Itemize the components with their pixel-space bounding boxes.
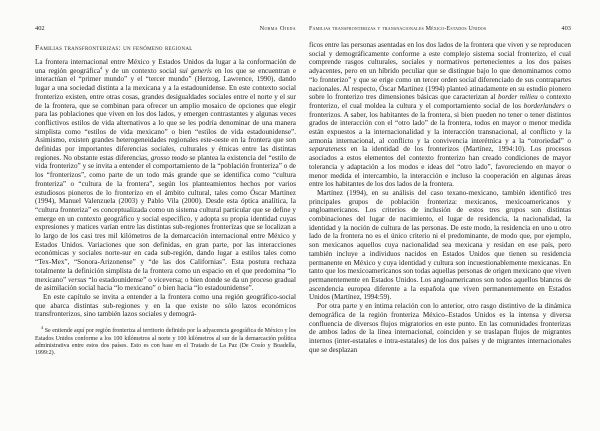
section-heading: Familias transfronterizas: un fenómeno regional (35, 43, 193, 52)
right-page-number: 403 (561, 25, 571, 32)
body-paragraph: La frontera internacional entre México y Estados Unidos da lugar a la conformación de una región geográfica$^4$ y de un contexto social sui generis en los que se encuentran e interactúan el “primer mundo” y el “tercer mundo” (Herzog, Lawrence, 1990), dando lugar a una sociedad distinta a la mexicana y a la estadounidense. En este contexto social fronterizo existen, entre otras cosas, grandes desigualdades sociales entre el norte y el sur de la frontera, que se combinan para ofrecer un amplio mosaico de opciones que elegir para las poblaciones que viven en los dos lados, y emergen contrastantes y algunas veces conflictivos estilos de vida alternativos a lo que se les podría denominar de una manera simplista como “estilos de vida mexicano” o bien “estilos de vida estadounidense”. Asimismo, existen grandes heterogeneidades regionales este-oeste en la frontera que son definidas por importantes diferencias sociales, culturales y étnicas entre las distintas regiones. No obstante estas diferencias, grosso modo se plantea la existencia del “estilo de vida fronterizo” y se invita a entender el comportamiento de la “población fronteriza” o de los “fronterizos”, como parte de un todo más grande que se identifica como “cultura fronteriza” o “cultura de la frontera”, según los planteamientos hechos por varios estudiosos pioneros de lo fronterizo en el ámbito cultural, tales como Óscar Martínez (1994), Manuel Valenzuela (2003) y Pablo Vila (2000). Desde esta óptica analítica, la “cultura fronteriza” es conceptualizada como un sistema cultural particular que se define y emerge en un contexto geográfico y social específico, y adopta su propia identidad cuyas expresiones y matices varían entre las distintas sub-regiones fronterizas que se localizan a lo largo de los casi tres mil kilómetros de la demarcación internacional entre México y Estados Unidos. Variaciones que son definidas, en gran parte, por las interacciones económicas y sociales norte-sur en cada sub-región, dando lugar a estilos tales como “Tex-Mex”, “Sonora-Arizonense” y “de las dos Californias”. Esta postura rechaza totalmente la definición simplista de la frontera como un espacio en el que predomina “lo mexicano” versus “lo estadounidense” o viceversa; o bien donde se da un proceso gradual de asimilación social hacia “lo mexicano” o bien hacia “lo estadounidense”. (35, 58, 296, 293)
right-text-column (309, 41, 571, 354)
body-paragraph: En este capítulo se invita a entender a la frontera como una región geográfico-social que abarca distintas sub-regiones y en la que existe no sólo lazos económicos transfronterizos, sino también lazos sociales y demográ- (35, 292, 296, 319)
body-paragraph: ficos entre las personas asentadas en los dos lados de la frontera que viven y se reproducen social y demográficamente conforme a este complejo sistema social fronterizo, el cual comprende rasgos culturales, sociales y normativos pertenecientes a los dos países adyacentes, pero en un híbrido peculiar que se distingue bajo lo que denominamos como “lo fronterizo” y que se erige como un tercer orden social diferenciado de sus contrapartes nacionales. Al respecto, Óscar Martínez (1994) planteó atinadamente en su estudio pionero sobre lo fronterizo tres dimensiones básicas que caracterizan al border milieu o contexto fronterizo, el cual moldea la cultura y el comportamiento social de los borderlanders o fronterizos. A saber, los habitantes de la frontera, si bien pueden no tener o tener distintos grados de interacción con el “otro lado” de la frontera, todos en mayor o menor medida están expuestos a la internacionalidad y la interacción transnacional, al conflicto y la armonía internacional, al conflicto y la convivencia interétnica y a la “otroriedad” o separateness en la identidad de los fronterizos (Martínez, 1994:10). Los procesos asociados a estos elementos del contexto fronterizo han creado condiciones de mayor tolerancia y adaptación a los modos e ideas del “otro lado”, favoreciendo en mayor o menor medida el intercambio, la interacción e incluso la cooperación en algunas áreas entre los habitantes de los dos lados de la frontera. (309, 41, 572, 189)
right-page (309, 25, 571, 354)
footnote-marker: 4 (41, 325, 44, 331)
left-text-column (35, 58, 296, 319)
footnote-text: Se entiende aquí por región fronteriza al territorio definido por la adyacencia geográfica de México y los Estados Unidos conforme a los 100 kilómetros al norte y 100 kilómetros al sur de la demarcación política administrativa entre estos dos países. Esto es con base en el Tratado de La Paz (De Cosío y Boadella, 1999:2). (35, 328, 296, 357)
left-page-number: 402 (35, 25, 45, 32)
right-running-head: Familias transfronterizas y transnacionales México-Estados Unidos (309, 26, 487, 32)
body-paragraph: Martínez (1994), en su análisis del caso texano-mexicano, también identificó tres principales grupos de población fronteriza: mexicanos, mexicoamericanos y angloamericanos. Los criterios de inclusión de estos tres grupos son distintas combinaciones del lugar de nacimiento, el lugar de residencia, la nacionalidad, la identidad y la noción de cultura de las personas. De este modo, la residencia en uno u otro lado de la frontera no es el único criterio ni el predominante, de modo que, por ejemplo, son mexicanos aquellos cuya nacionalidad sea mexicana y residan en ese país, pero también incluye a individuos nacidos en Estados Unidos que tienen su residencia permanente en México y cuya identidad y cultura son incuestionablemente mexicanas. En tanto que los mexicoamericanos son todas aquellas personas de origen mexicano que viven permanentemente en Estados Unidos. Los angloamericanos son todos aquellos blancos de ascendencia europea diferente a la española que viven permanentemente en Estados Unidos (Martínez, 1994:59). (309, 188, 571, 302)
left-running-head: Norma Ojeda (259, 25, 296, 32)
right-page-header (309, 25, 571, 33)
footnote (35, 325, 296, 358)
body-paragraph: Por otra parte y en íntima relación con lo anterior, otro rasgo distintivo de la dinámica demográfica de la región fronteriza México–Estados Unidos es la intensa y diversa confluencia de diversos flujos migratorios en este punto. En las comunidades fronterizas de ambos lados de la línea internacional, coinciden y se traslapan flujos de migrantes internos (inter-estatales e intra-estatales) de los dos países y de migrantes internacionales que se desplazan (309, 302, 571, 354)
left-page-header (35, 25, 296, 32)
left-page (35, 25, 296, 358)
